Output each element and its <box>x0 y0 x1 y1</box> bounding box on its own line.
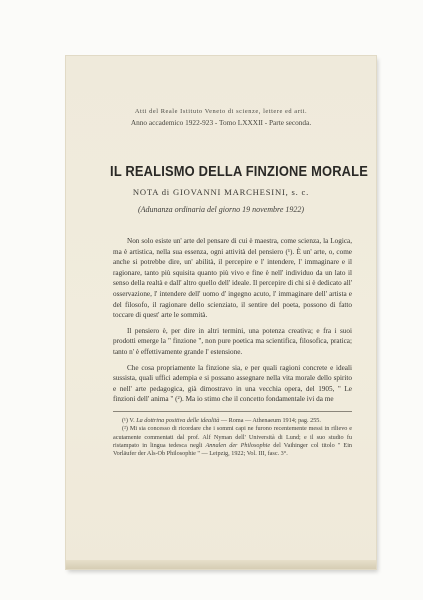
footnote-2 <box>113 425 352 458</box>
paper-bottom-edge <box>66 560 376 569</box>
footnotes <box>113 417 352 458</box>
article-body <box>113 236 352 405</box>
footnote-1 <box>113 417 352 425</box>
body-paragraph: Il pensiero è, per dire in altri termini, una potenza creativa; e fra i suoi prodotti emerge la " finzione ", non pure poetica ma scientifica, filosofica, pratica; tanto n' è effettivamente grande l' estensione. <box>113 326 352 356</box>
footnote-rule <box>113 411 352 412</box>
journal-line: Atti del Reale Istituto Veneto di scienze, lettere ed arti. <box>134 108 308 115</box>
footnote-2-text-b: del Vaihinger col titolo " Ein Vorläufer der Als-Ob Philosophie " — Leipzig, 1922; Vol. III, fasc. 3°. <box>113 441 353 458</box>
footnote-1-suffix: — Roma — Athenaeum 1914; pag. 255. <box>220 417 321 424</box>
volume-line: Anno accademico 1922-923 - Tomo LXXXII - Parte seconda. <box>130 118 312 127</box>
footnote-1-prefix: (¹) V. <box>122 417 135 424</box>
body-paragraph: Non solo esiste un' arte del pensare di cui è maestra, come scienza, la Logica, ma è artistica, nella sua essenza, ogni attività del pensiero (¹). È un' arte, o, come anche si potrebbe dire, un' abilità, il percepire e l' intendere, l' immaginare e il ragionare, tanto più squisita quanto più vivo e fine è nell' individuo da un lato il senso della realtà e dall' altro quello dell' ideale. Il percepire di chi si è dedicato all' osservazione, l' intendere dell' uomo d' ingegno acuto, l' immaginare dell' artista e del filosofo, il ragionare dello scienziato, il sentire del poeta, possono di fatto toccare di quest' arte le sommità. <box>113 237 352 320</box>
article-title: IL REALISMO DELLA FINZIONE MORALE <box>110 163 369 180</box>
footnote-2-text-a: (²) Mi sia concesso di ricordare che i sommi capi ne furono recentemente messi in rilievo e acutamente commentati dal prof. Alf Nyman dell' Università di Lund; e il suo studio fu ristampato in lingua tedesca negli <box>113 425 352 449</box>
author-line: NOTA di GIOVANNI MARCHESINI, s. c. <box>132 187 310 197</box>
footnote-2-journal: Annalen der Philosophie <box>205 441 271 449</box>
footnote-1-title: La dottrina positiva delle idealità <box>136 417 220 424</box>
journal-header <box>82 108 360 127</box>
body-paragraph: Che cosa propriamente la finzione sia, e per quali ragioni concrete e ideali sussista, quali uffici adempia e si possano assegnare nella vita morale dello spirito e nell' arte pedagogica, già dimostravo in una vecchia opera, del 1905, " Le finzioni dell' anima " (²). Ma io stimo che il concetto fondamentale ivi da me <box>113 363 352 404</box>
session-line: (Adunanza ordinaria del giorno 19 novembre 1922) <box>137 205 305 214</box>
